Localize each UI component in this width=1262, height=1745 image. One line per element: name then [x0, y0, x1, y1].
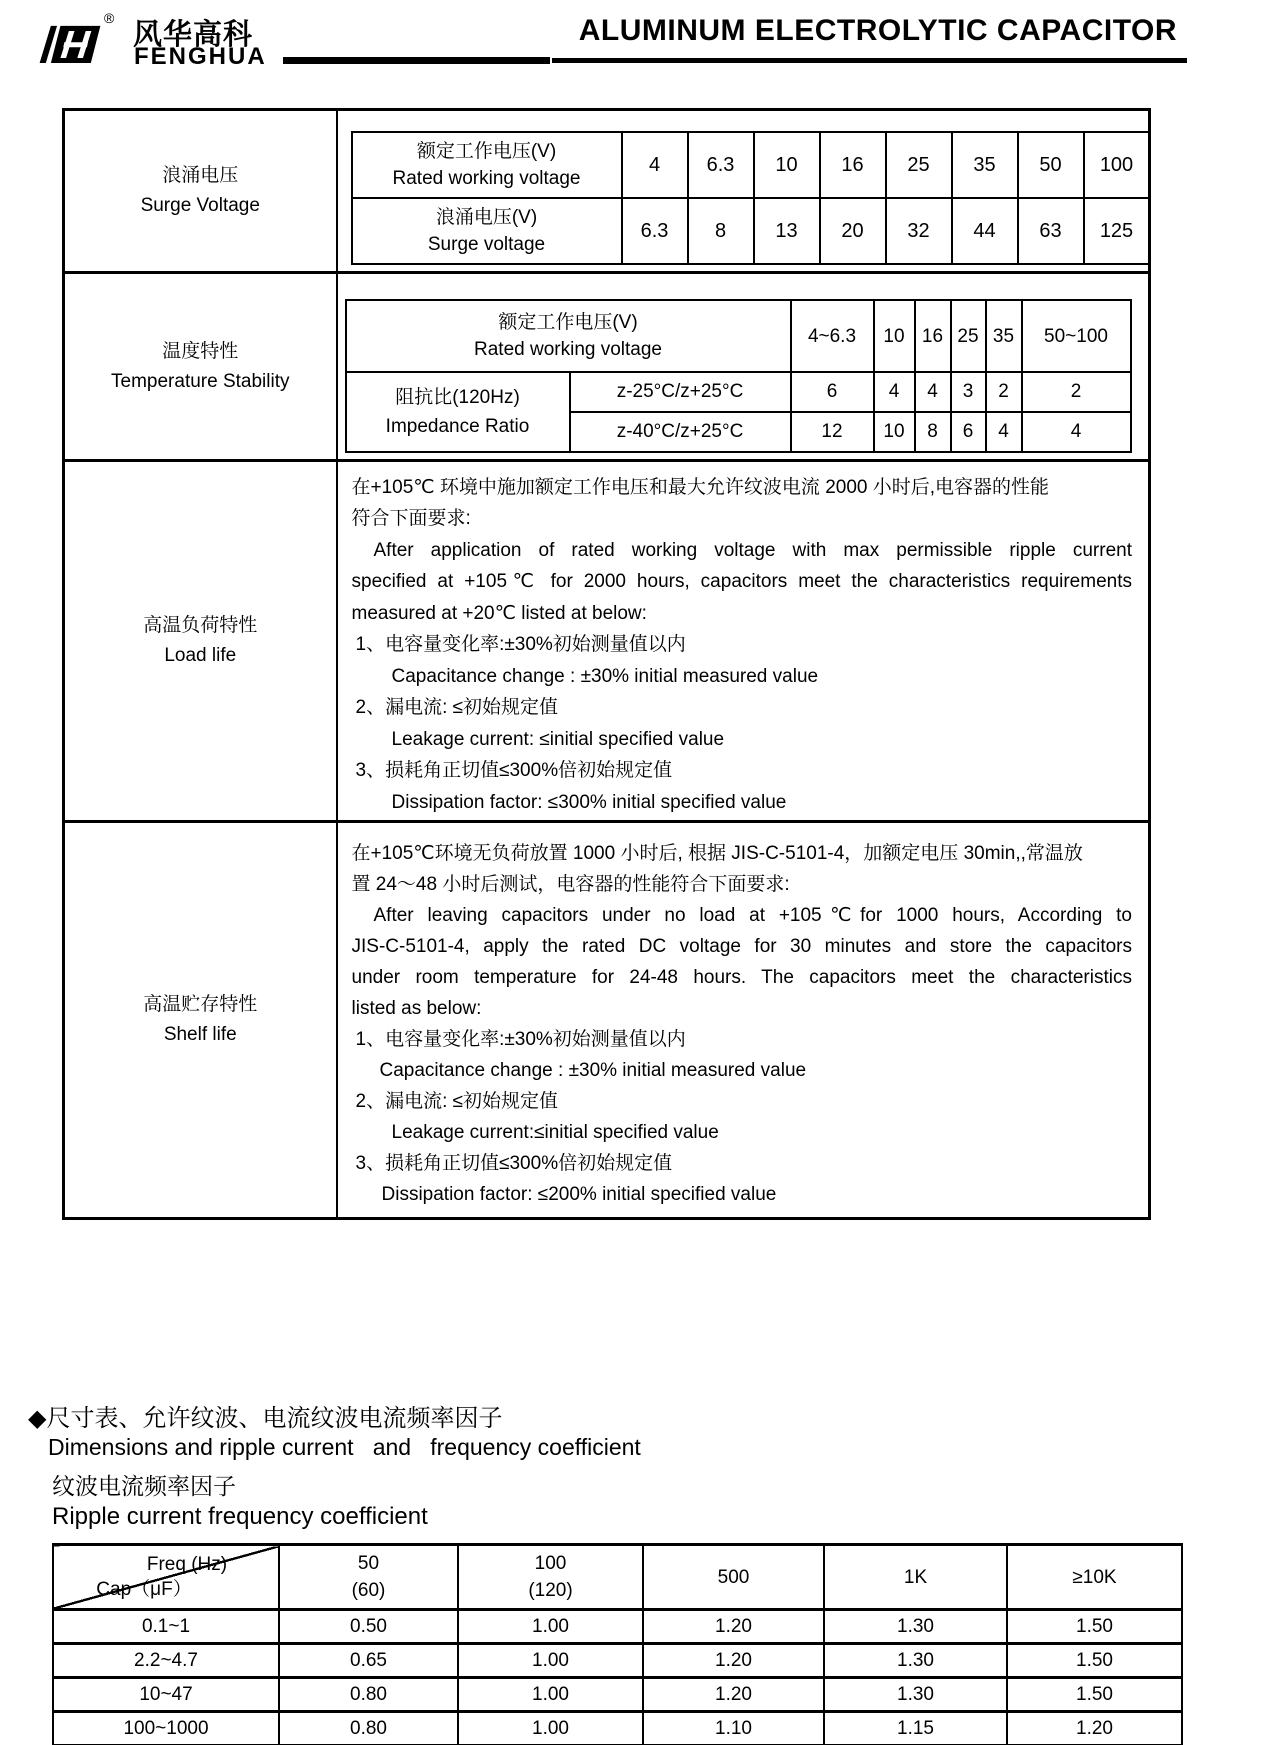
coefficient-value: 1.30 [824, 1644, 1007, 1678]
impedance-value: 4 [986, 412, 1022, 452]
temperature-row-label-cn: 温度特性 [162, 340, 239, 362]
impedance-value: 12 [791, 412, 874, 452]
page-title: ALUMINUM ELECTROLYTIC CAPACITOR [578, 14, 1177, 47]
rated-voltage-header-en: Rated working voltage [392, 168, 581, 189]
temp-rated-voltage-header-en: Rated working voltage [474, 339, 662, 360]
surge-voltage-value: 20 [820, 198, 886, 264]
impedance-ratio-label [346, 372, 570, 452]
surge-voltage-header [352, 198, 622, 264]
temp-voltage-col: 16 [915, 300, 951, 372]
header-rule-thin [552, 58, 1187, 63]
freq-col-header: 50 (60) [279, 1545, 458, 1610]
coefficient-value: 1.20 [643, 1644, 824, 1678]
cap-axis-label: Cap（μF） [96, 1579, 192, 1600]
coefficient-value: 1.20 [1007, 1712, 1182, 1745]
coefficient-value: 0.50 [279, 1610, 458, 1644]
rated-voltage-value: 16 [820, 132, 886, 198]
shelf-life-item-en: Dissipation factor: ≤200% initial specified value [381, 1184, 777, 1205]
shelf-life-cn-line: 置 24～48 小时后测试，电容器的性能符合下面要求: [351, 874, 790, 895]
shelf-life-item-cn: 3、损耗角正切值≤300%倍初始规定值 [355, 1153, 673, 1174]
load-life-row-label-en: Load life [164, 645, 237, 666]
shelf-life-en-line: After leaving capacitors under no load at +105℃for 1000 hours, According to [373, 905, 1132, 926]
impedance-ratio-label-cn: 阻抗比(120Hz) [395, 387, 520, 408]
temp-voltage-col: 25 [951, 300, 986, 372]
temp-voltage-col: 4~6.3 [791, 300, 874, 372]
temperature-stability-row [64, 273, 1150, 461]
surge-voltage-value: 8 [688, 198, 754, 264]
freq-col-header: 100 (120) [458, 1545, 643, 1610]
load-life-cn-line: 在+105℃ 环境中施加额定工作电压和最大允许纹波电流 2000 小时后,电容器的性能 [351, 476, 1050, 498]
load-life-item-cn: 1、电容量变化率:±30%初始测量值以内 [355, 634, 686, 656]
rated-voltage-value: 25 [886, 132, 952, 198]
section-heading-cn: ◆尺寸表、允许纹波、电流纹波电流频率因子 [28, 1405, 503, 1432]
surge-voltage-header-en: Surge voltage [427, 234, 546, 255]
section-heading-en: Dimensions and ripple current and frequency coefficient [48, 1434, 641, 1460]
shelf-life-item-cn: 1、电容量变化率:±30%初始测量值以内 [355, 1029, 686, 1050]
freq-data-row [53, 1610, 1182, 1644]
surge-voltage-value: 6.3 [622, 198, 688, 264]
shelf-life-item-en: Leakage current:≤initial specified value [391, 1122, 719, 1143]
coefficient-value: 0.65 [279, 1644, 458, 1678]
load-life-en-line: measured at +20℃ listed at below: [351, 602, 647, 624]
cap-range: 10~47 [53, 1678, 279, 1712]
freq-axis-label: Freq (Hz) [146, 1554, 228, 1575]
surge-row-label [64, 110, 337, 273]
shelf-life-content [337, 822, 1150, 1219]
coefficient-value: 0.80 [279, 1712, 458, 1745]
temp-voltage-col: 10 [874, 300, 915, 372]
rated-voltage-header-cn: 额定工作电压(V) [416, 141, 557, 162]
impedance-condition-1: z-25°C/z+25°C [570, 372, 791, 412]
freq-header-row [53, 1545, 1182, 1610]
surge-row-label-en: Surge Voltage [140, 195, 260, 216]
load-life-row [64, 461, 1150, 822]
surge-voltage-inner-table [351, 131, 1151, 265]
rated-voltage-value: 100 [1084, 132, 1150, 198]
load-life-item-cn: 2、漏电流: ≤初始规定值 [355, 697, 559, 719]
load-life-row-label [64, 461, 337, 822]
impedance-value: 10 [874, 412, 915, 452]
surge-voltage-header-cn: 浪涌电压(V) [435, 207, 538, 228]
coefficient-value: 1.50 [1007, 1644, 1182, 1678]
load-life-item-en: Dissipation factor: ≤300% initial specified value [391, 791, 787, 813]
surge-row-label-cn: 浪涌电压 [162, 165, 239, 186]
load-life-item-en: Capacitance change : ±30% initial measured value [391, 665, 819, 687]
coefficient-value: 1.15 [824, 1712, 1007, 1745]
fenghua-logo-icon [34, 14, 106, 76]
temp-voltage-col: 35 [986, 300, 1022, 372]
coefficient-value: 1.00 [458, 1644, 643, 1678]
coefficient-value: 1.20 [643, 1610, 824, 1644]
load-life-cn-line: 符合下面要求: [351, 508, 471, 530]
coefficient-value: 1.30 [824, 1610, 1007, 1644]
impedance-value: 4 [874, 372, 915, 412]
surge-voltage-value: 13 [754, 198, 820, 264]
impedance-value: 6 [951, 412, 986, 452]
ripple-frequency-table [52, 1543, 1183, 1745]
registered-trademark-mark: ® [104, 10, 115, 26]
shelf-life-row-label [64, 822, 337, 1219]
freq-col-header: 1K [824, 1545, 1007, 1610]
cap-range: 0.1~1 [53, 1610, 279, 1644]
shelf-life-cn-line: 在+105℃环境无负荷放置 1000 小时后, 根据 JIS-C-5101-4，加额定电压 30min,,常温放 [351, 843, 1083, 864]
impedance-value: 2 [986, 372, 1022, 412]
coefficient-value: 1.00 [458, 1678, 643, 1712]
freq-data-row [53, 1644, 1182, 1678]
impedance-value: 3 [951, 372, 986, 412]
surge-row-content [337, 110, 1150, 273]
brand-name-en: FENGHUA [134, 43, 267, 70]
header-rule-thick [283, 57, 550, 64]
load-life-en-line: specified at +105℃ for 2000 hours, capacitors meet the characteristics requirements [351, 571, 1132, 593]
coefficient-value: 1.50 [1007, 1610, 1182, 1644]
coefficient-value: 0.80 [279, 1678, 458, 1712]
shelf-life-en-line: under room temperature for 24-48 hours. The capacitors meet the characteristics [351, 967, 1132, 988]
surge-voltage-value: 63 [1018, 198, 1084, 264]
coefficient-value: 1.30 [824, 1678, 1007, 1712]
brand-name-cn: 风华高科 [133, 19, 254, 51]
load-life-content [337, 461, 1150, 822]
shelf-life-row-label-cn: 高温贮存特性 [143, 994, 258, 1015]
section-subheading-en: Ripple current frequency coefficient [52, 1503, 428, 1530]
rated-voltage-value: 50 [1018, 132, 1084, 198]
impedance-ratio-label-en: Impedance Ratio [385, 416, 530, 437]
coefficient-value: 1.50 [1007, 1678, 1182, 1712]
impedance-value: 2 [1022, 372, 1131, 412]
load-life-row-label-cn: 高温负荷特性 [143, 615, 258, 636]
rated-voltage-header [352, 132, 622, 198]
impedance-value: 4 [1022, 412, 1131, 452]
shelf-life-row-label-en: Shelf life [163, 1024, 237, 1045]
coefficient-value: 1.10 [643, 1712, 824, 1745]
freq-data-row [53, 1712, 1182, 1745]
temperature-row-label-en: Temperature Stability [111, 370, 290, 392]
freq-col-header: ≥10K [1007, 1545, 1182, 1610]
section-subheading-cn: 纹波电流频率因子 [52, 1473, 236, 1499]
impedance-value: 8 [915, 412, 951, 452]
coefficient-value: 1.20 [643, 1678, 824, 1712]
spec-table [62, 108, 1151, 1220]
cap-range: 100~1000 [53, 1712, 279, 1745]
temperature-row-label [64, 273, 337, 461]
surge-voltage-value: 32 [886, 198, 952, 264]
freq-data-row [53, 1678, 1182, 1712]
load-life-item-cn: 3、损耗角正切值≤300%倍初始规定值 [355, 760, 673, 782]
coefficient-value: 1.00 [458, 1712, 643, 1745]
surge-voltage-row [64, 110, 1150, 273]
shelf-life-en-line: JIS-C-5101-4, apply the rated DC voltage for 30 minutes and store the capacitors [351, 936, 1132, 957]
load-life-item-en: Leakage current: ≤initial specified value [391, 728, 725, 750]
surge-voltage-value: 44 [952, 198, 1018, 264]
shelf-life-item-cn: 2、漏电流: ≤初始规定值 [355, 1091, 559, 1112]
shelf-life-item-en: Capacitance change : ±30% initial measured value [379, 1060, 807, 1081]
temperature-inner-table [345, 299, 1132, 453]
temp-rated-voltage-header [346, 300, 791, 372]
temperature-row-content [337, 273, 1150, 461]
shelf-life-en-line: listed as below: [351, 998, 482, 1019]
freq-col-header: 500 [643, 1545, 824, 1610]
freq-cap-corner-cell [53, 1545, 279, 1610]
temp-voltage-col: 50~100 [1022, 300, 1131, 372]
cap-range: 2.2~4.7 [53, 1644, 279, 1678]
impedance-value: 6 [791, 372, 874, 412]
impedance-condition-2: z-40°C/z+25°C [570, 412, 791, 452]
shelf-life-row [64, 822, 1150, 1219]
rated-voltage-value: 6.3 [688, 132, 754, 198]
impedance-value: 4 [915, 372, 951, 412]
coefficient-value: 1.00 [458, 1610, 643, 1644]
load-life-en-line: After application of rated working voltage with max permissible ripple current [373, 539, 1132, 561]
rated-voltage-value: 35 [952, 132, 1018, 198]
rated-voltage-value: 10 [754, 132, 820, 198]
temp-rated-voltage-header-cn: 额定工作电压(V) [498, 312, 638, 333]
surge-voltage-value: 125 [1084, 198, 1150, 264]
rated-voltage-value: 4 [622, 132, 688, 198]
